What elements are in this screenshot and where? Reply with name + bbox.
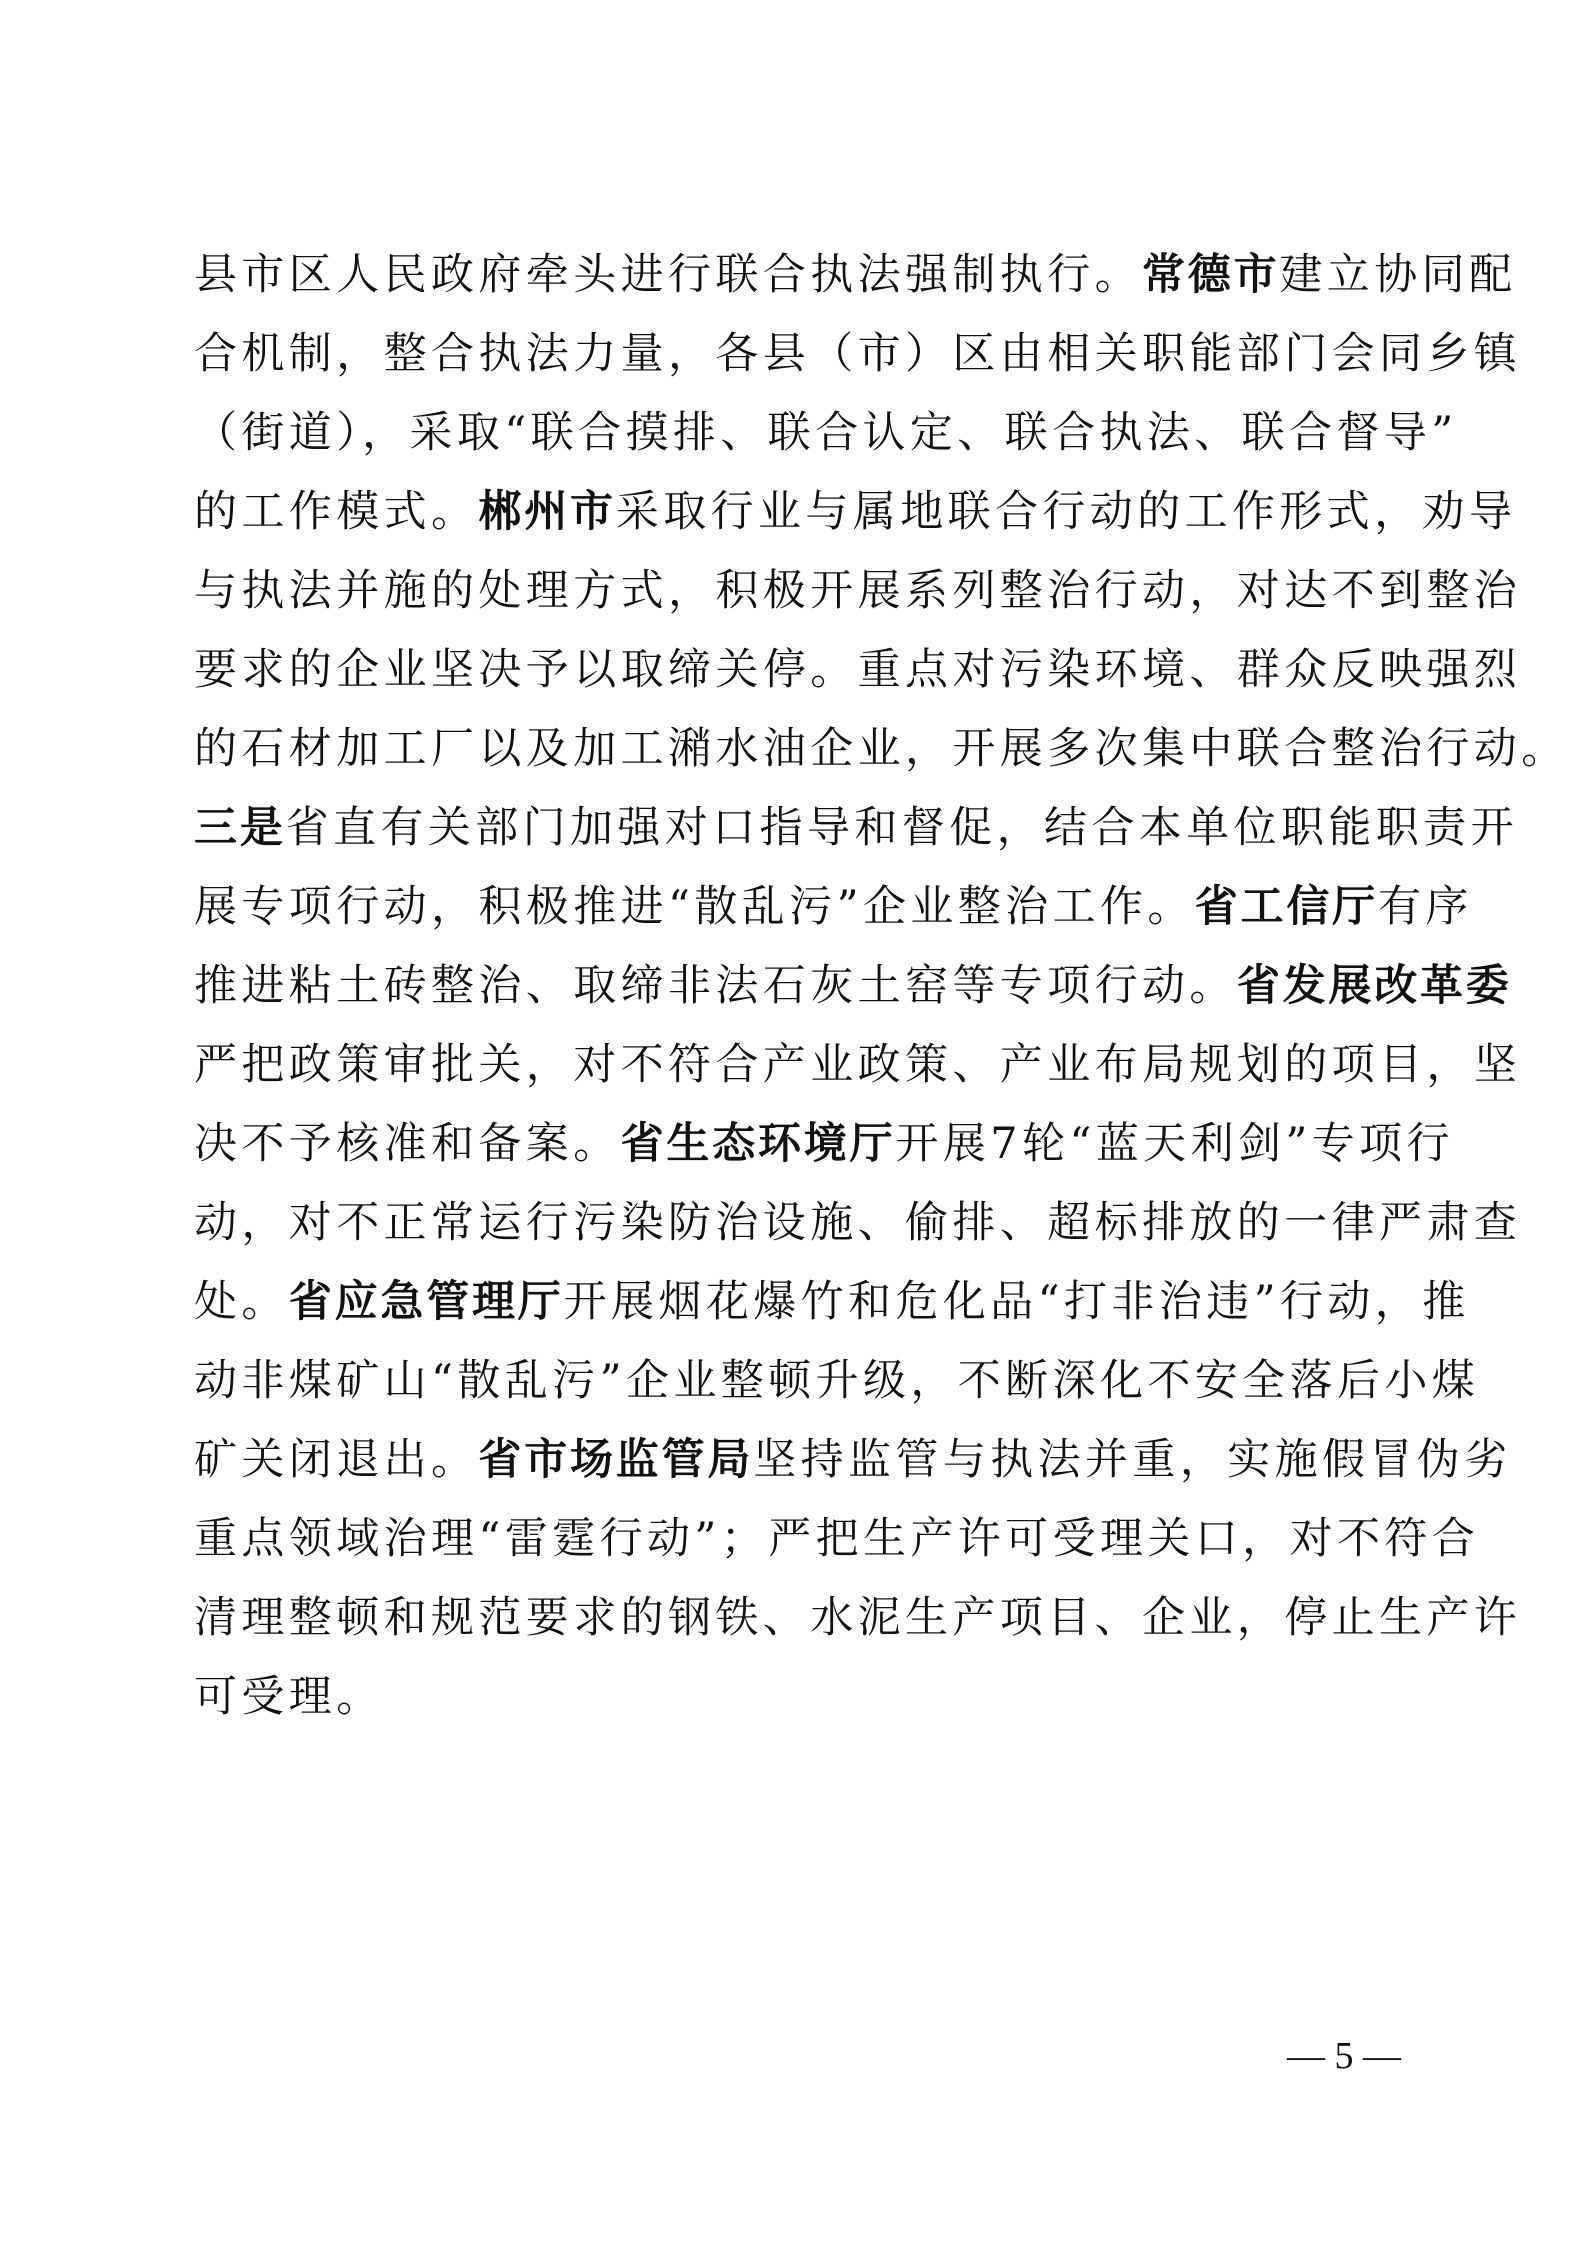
text-segment: 推进粘土砖整治、取缔非法石灰土窑等专项行动。 — [194, 961, 1237, 1011]
text-segment: 动，对不正常运行污染防治设施、偷排、超标排放的一律严肃查 — [194, 1198, 1522, 1248]
text-line — [194, 631, 1522, 710]
text-segment: 采取行业与属地联合行动的工作形式，劝导 — [615, 487, 1517, 537]
text-line — [194, 947, 1512, 1026]
text-segment: 坚持监管与执法并重，实施假冒伪劣 — [753, 1435, 1512, 1485]
text-segment: 的工作模式。 — [194, 487, 479, 537]
text-line — [194, 552, 1522, 631]
text-line — [194, 394, 1458, 473]
bold-subject: 郴州市 — [478, 487, 616, 537]
text-line — [194, 1658, 1394, 1737]
bold-subject: 省发展改革委 — [1236, 961, 1512, 1011]
text-line — [194, 710, 1569, 789]
text-line — [194, 1105, 1454, 1184]
bold-subject: 省工信厅 — [1194, 882, 1378, 932]
text-line — [194, 1579, 1522, 1658]
bold-subject: 三是 — [194, 803, 286, 853]
text-line — [194, 1342, 1480, 1421]
bold-subject: 省市场监管局 — [478, 1435, 754, 1485]
bold-subject: 常德市 — [1142, 250, 1280, 300]
text-line — [194, 868, 1473, 947]
text-segment: 矿关闭退出。 — [194, 1435, 479, 1485]
text-segment: 有序 — [1377, 882, 1473, 932]
bold-subject: 省应急管理厅 — [288, 1277, 564, 1327]
text-segment: 与执法并施的处理方式，积极开展系列整治行动，对达不到整治 — [194, 566, 1522, 616]
text-line — [194, 1184, 1522, 1263]
text-segment: 要求的企业坚决予以取缔关停。重点对污染环境、群众反映强烈 — [194, 645, 1522, 695]
text-segment: 建立协同配 — [1279, 250, 1517, 300]
text-line — [194, 315, 1522, 394]
text-line — [194, 473, 1517, 552]
text-segment: 处。 — [194, 1277, 289, 1327]
text-line — [194, 1026, 1522, 1105]
text-segment: 开展7轮“蓝天利剑”专项行 — [895, 1119, 1454, 1169]
text-segment: 县市区人民政府牵头进行联合执法强制执行。 — [194, 250, 1142, 300]
text-segment: 可受理。 — [194, 1672, 384, 1722]
text-segment: （街道），采取“联合摸排、联合认定、联合执法、联合督导” — [194, 408, 1458, 458]
text-segment: 动非煤矿山“散乱污”企业整顿升级，不断深化不安全落后小煤 — [194, 1356, 1480, 1406]
text-segment: 清理整顿和规范要求的钢铁、水泥生产项目、企业，停止生产许 — [194, 1593, 1522, 1643]
body-paragraph — [194, 236, 1569, 1737]
text-line — [194, 236, 1517, 315]
text-segment: 省直有关部门加强对口指导和督促，结合本单位职能职责开 — [285, 803, 1519, 853]
bold-subject: 省生态环境厅 — [620, 1119, 896, 1169]
text-segment: 开展烟花爆竹和危化品“打非治违”行动，推 — [563, 1277, 1470, 1327]
text-segment: 决不予核准和备案。 — [194, 1119, 621, 1169]
text-segment: 展专项行动，积极推进“散乱污”企业整治工作。 — [194, 882, 1195, 932]
text-line — [194, 1500, 1480, 1579]
text-line — [194, 789, 1519, 868]
text-segment: 重点领域治理“雷霆行动”；严把生产许可受理关口，对不符合 — [194, 1514, 1480, 1564]
text-segment: 的石材加工厂以及加工潲水油企业，开展多次集中联合整治行动。 — [194, 724, 1569, 774]
page-number: — 5 — — [1287, 2035, 1401, 2077]
text-segment: 合机制，整合执法力量，各县（市）区由相关职能部门会同乡镇 — [194, 329, 1522, 379]
text-segment: 严把政策审批关，对不符合产业政策、产业布局规划的项目，坚 — [194, 1040, 1522, 1090]
text-line — [194, 1421, 1512, 1500]
text-line — [194, 1263, 1470, 1342]
